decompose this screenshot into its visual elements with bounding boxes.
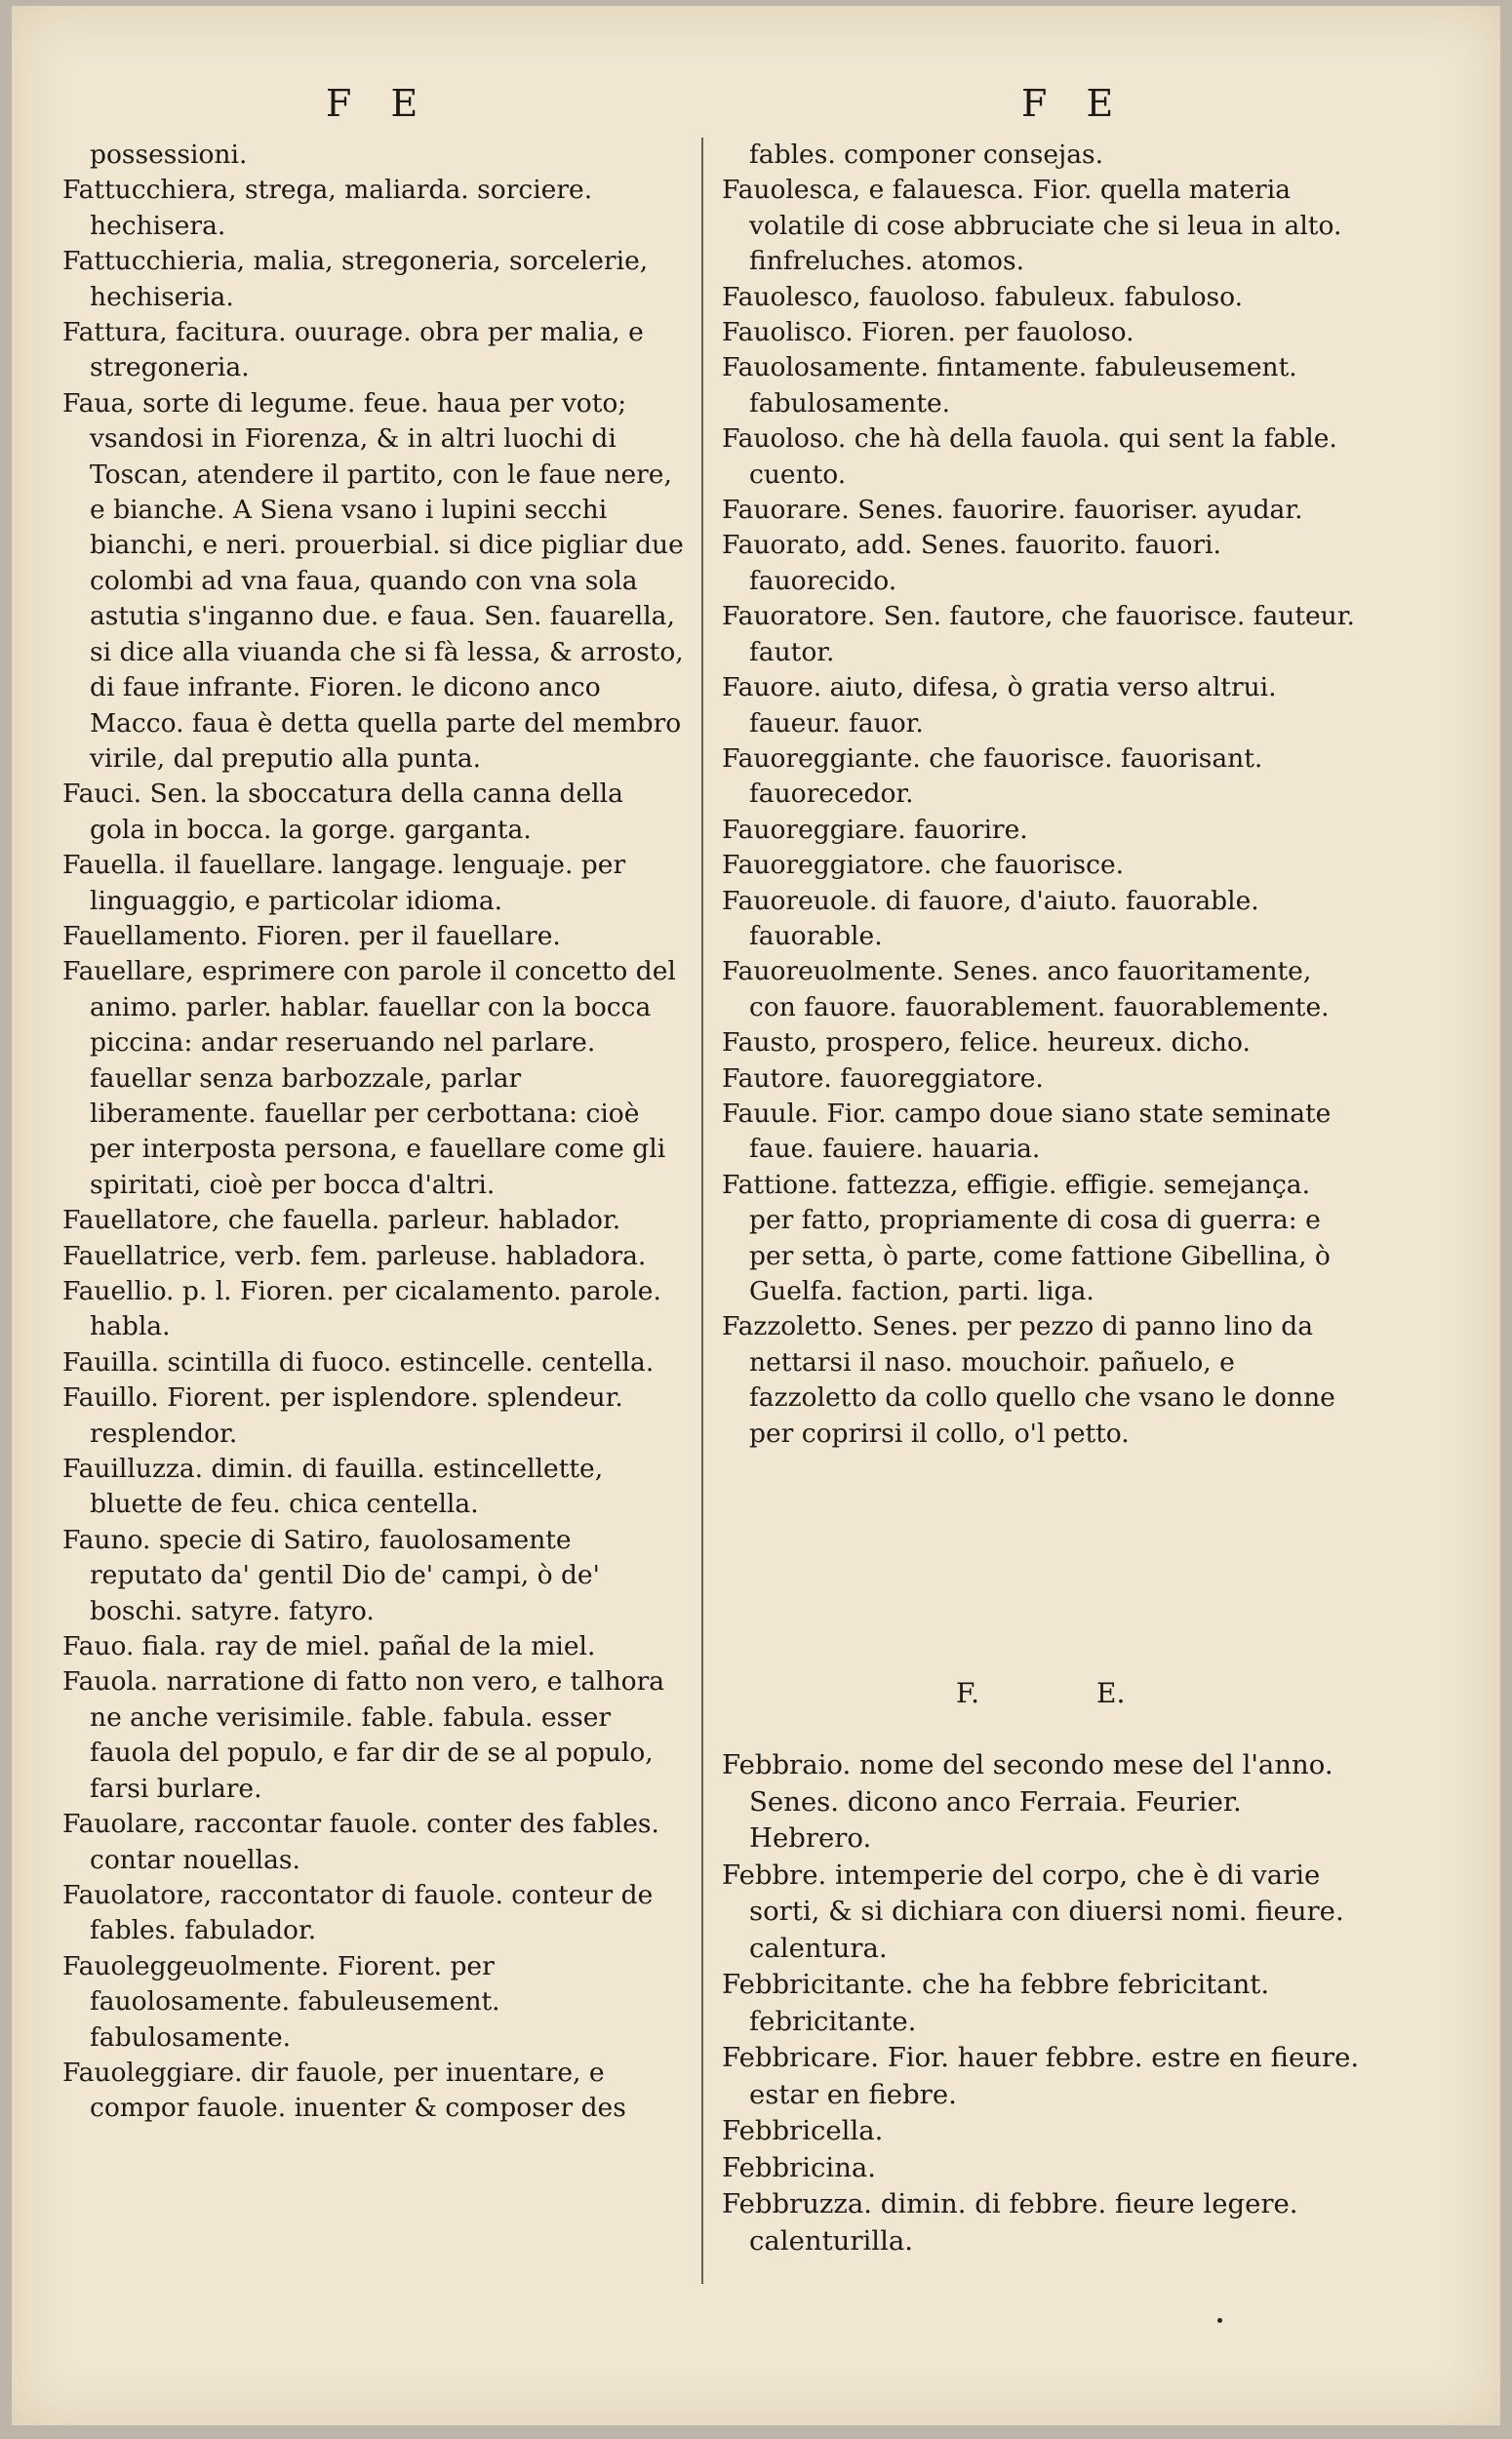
dictionary-entry: Fauolesca, e falauesca. Fior. quella materia volatile di cose abbruciate che si leua in alto. finfreluches. atomos.	[722, 175, 1342, 277]
ink-speck	[1217, 2318, 1222, 2323]
dictionary-entry: Fauoreggiante. che fauorisce. fauorisant. fauorecedor.	[722, 742, 1263, 810]
dictionary-entry: Fauella. il fauellare. langage. lenguaje. per linguaggio, e particolar idioma.	[62, 850, 626, 916]
dictionary-entry: Fauolare, raccontar fauole. conter des fables. contar nouellas.	[62, 1809, 659, 1875]
dictionary-entry: Fauno. specie di Satiro, fauolosamente reputato da' gentil Dio de' campi, ò de' boschi. satyre. fatyro.	[62, 1524, 600, 1626]
dictionary-entry: Fauci. Sen. la sboccatura della canna della gola in bocca. la gorge. garganta.	[62, 779, 623, 845]
dictionary-entry: possessioni.	[90, 140, 248, 170]
left-column	[62, 138, 687, 2127]
dictionary-entry: Fauoreuolmente. Senes. anco fauoritamente, con fauore. fauorablement. fauorablemente.	[722, 956, 1330, 1022]
right-column-section-fe	[722, 1747, 1366, 2259]
section-heading-f: F.	[956, 1677, 979, 1709]
book-page	[12, 6, 1500, 2425]
dictionary-entry: Febbruzza. dimin. di febbre. fieure legere. calenturilla.	[722, 2188, 1298, 2257]
dictionary-entry: Fauilla. scintilla di fuoco. estincelle. centella.	[62, 1346, 655, 1378]
dictionary-entry: Fauoloso. che hà della fauola. qui sent la fable. cuento.	[722, 423, 1337, 490]
dictionary-entry: Fauoleggeuolmente. Fiorent. per fauolosamente. fabuleusement. fabulosamente.	[62, 1950, 500, 2053]
dictionary-entry: Faua, sorte di legume. feue. haua per voto; vsandosi in Fiorenza, & in altri luochi di Toscan, atendere il partito, con le faue nere, e bianche. A Siena vsano i lupini secchi bianchi, e neri. prouerbial. si dice pigliar due colombi ad vna faua, quando con vna sola astutia s'inganno due. e faua. Sen. fauarella, si dice alla viuanda che si fà lessa, & arrosto, di faue infrante. Fioren. le dicono anco Macco. faua è detta quella parte del membro virile, dal preputio alla punta.	[62, 387, 684, 774]
dictionary-entry: Fauoratore. Sen. fautore, che fauorisce. fauteur. fautor.	[722, 601, 1355, 667]
dictionary-entry: Fauellare, esprimere con parole il concetto del animo. parler. hablar. fauellar con la bocca piccina: andar reseruando nel parlare. fauellar senza barbozzale, parlar liberamente. fauellar per cerbottana: cioè per interposta persona, e fauellare come gli spiritati, cioè per bocca d'altri.	[62, 956, 676, 1200]
dictionary-entry: Fauolosamente. fintamente. fabuleusement. fabulosamente.	[722, 352, 1297, 419]
dictionary-entry: Fazzoletto. Senes. per pezzo di panno lino da nettarsi il naso. mouchoir. pañuelo, e fazzoletto da collo quello che vsano le donne per coprirsi il collo, o'l petto.	[722, 1311, 1335, 1449]
dictionary-entry: Fauoreggiare. fauorire.	[722, 814, 1028, 845]
running-head-left: F E	[326, 82, 432, 125]
dictionary-entry: Fauoreuole. di fauore, d'aiuto. fauorable. fauorable.	[722, 885, 1259, 951]
dictionary-entry: Fauolesco, fauoloso. fabuleux. fabuloso.	[722, 281, 1244, 312]
dictionary-entry: Fauolatore, raccontator di fauole. conteur de fables. fabulador.	[62, 1879, 654, 1946]
dictionary-entry: fables. componer consejas.	[749, 140, 1104, 170]
dictionary-entry: Fauellatore, che fauella. parleur. hablador.	[62, 1205, 621, 1236]
dictionary-entry: Fauo. fiala. ray de miel. pañal de la miel.	[62, 1631, 596, 1662]
dictionary-entry: Fautore. fauoreggiatore.	[722, 1062, 1044, 1094]
dictionary-entry: Fauorato, add. Senes. fauorito. fauori. fauorecido.	[722, 530, 1221, 596]
right-column	[722, 138, 1361, 1452]
dictionary-entry: Fauoleggiare. dir fauole, per inuentare, e compor fauole. inuenter & composer des	[62, 2057, 626, 2124]
dictionary-entry: Febbre. intemperie del corpo, che è di varie sorti, & si dichiara con diuersi nomi. fieure. calentura.	[722, 1859, 1344, 1964]
dictionary-entry: Fauola. narratione di fatto non vero, e talhora ne anche verisimile. fable. fabula. esser fauola del populo, e far dir de se al populo, farsi burlare.	[62, 1666, 665, 1804]
dictionary-entry: Fauore. aiuto, difesa, ò gratia verso altrui. faueur. fauor.	[722, 672, 1277, 739]
dictionary-entry: Fausto, prospero, felice. heureux. dicho.	[722, 1027, 1251, 1059]
dictionary-entry: Febbricare. Fior. hauer febbre. estre en fieure. estar en fiebre.	[722, 2042, 1360, 2110]
dictionary-entry: Fattione. fattezza, effigie. effigie. semejança. per fatto, propriamente di cosa di guerra: e per setta, ò parte, come fattione Gibellina, ò Guelfa. faction, parti. liga.	[722, 1169, 1331, 1306]
dictionary-entry: Fauorare. Senes. fauorire. fauoriser. ayudar.	[722, 495, 1303, 526]
dictionary-entry: Febbricina.	[722, 2151, 877, 2183]
dictionary-entry: Fauilluzza. dimin. di fauilla. estincellette, bluette de feu. chica centella.	[62, 1454, 604, 1520]
dictionary-entry: Fauellamento. Fioren. per il fauellare.	[62, 920, 561, 951]
running-head-right: F E	[1021, 82, 1128, 125]
dictionary-entry: Febbricella.	[722, 2115, 884, 2146]
dictionary-entry: Febbraio. nome del secondo mese del l'anno. Senes. dicono anco Ferraia. Feurier. Hebrero.	[722, 1749, 1333, 1854]
dictionary-entry: Fattucchiera, strega, maliarda. sorciere. hechisera.	[62, 175, 593, 241]
dictionary-entry: Fauoreggiatore. che fauorisce.	[722, 850, 1125, 881]
dictionary-entry: Fauellatrice, verb. fem. parleuse. habladora.	[62, 1240, 647, 1271]
dictionary-entry: Fauolisco. Fioren. per fauoloso.	[722, 317, 1134, 348]
dictionary-entry: Febbricitante. che ha febbre febricitant. febricitante.	[722, 1969, 1270, 2037]
dictionary-entry: Fauillo. Fiorent. per isplendore. splendeur. resplendor.	[62, 1382, 623, 1449]
dictionary-entry: Fattura, facitura. ouurage. obra per malia, e stregoneria.	[62, 317, 644, 383]
dictionary-entry: Fauule. Fior. campo doue siano state seminate faue. fauiere. hauaria.	[722, 1098, 1332, 1165]
section-heading-e: E.	[1096, 1677, 1126, 1709]
dictionary-entry: Fattucchieria, malia, stregoneria, sorcelerie, hechiseria.	[62, 246, 649, 312]
column-divider	[701, 138, 703, 2284]
dictionary-entry: Fauellio. p. l. Fioren. per cicalamento. parole. habla.	[62, 1276, 661, 1342]
